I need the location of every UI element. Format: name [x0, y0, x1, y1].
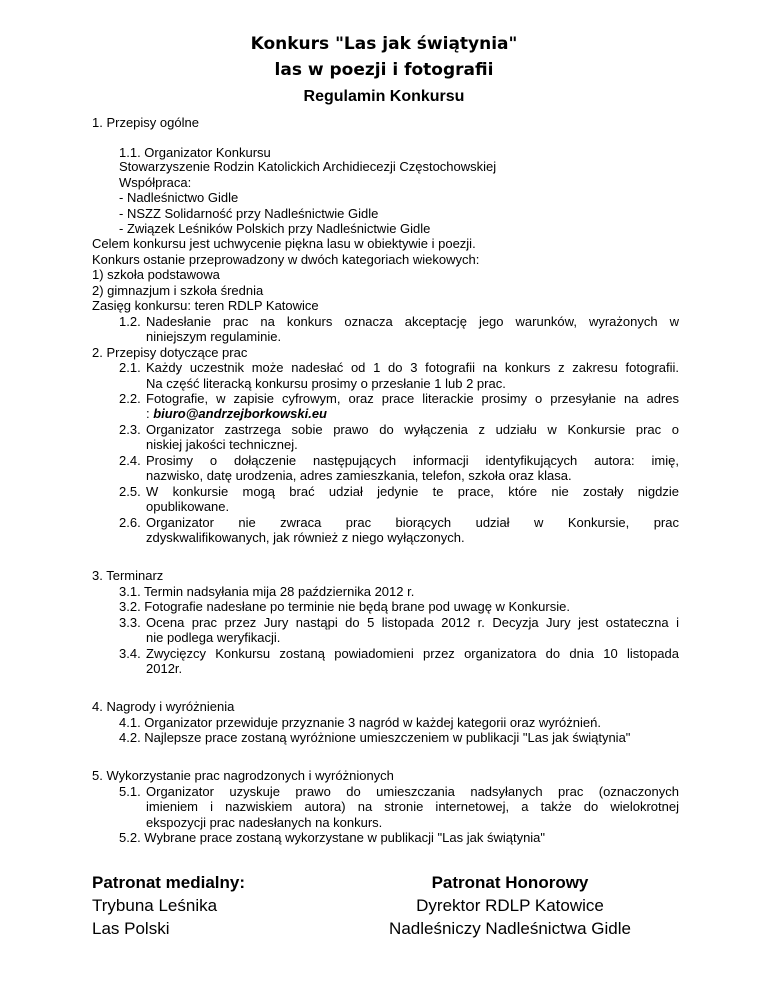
para-2-5-number: 2.5. [119, 484, 141, 499]
contest-range: Zasięg konkursu: teren RDLP Katowice [92, 298, 319, 313]
media-patron: Las Polski [92, 919, 170, 938]
title-subtitle: las w poezji i fotografii [274, 60, 494, 80]
para-5-1-number: 5.1. [119, 784, 141, 799]
para-2-3-line: niskiej jakości technicznej. [146, 437, 298, 452]
section-4-heading: 4. Nagrody i wyróżnienia [92, 699, 235, 714]
section-5-heading: 5. Wykorzystanie prac nagrodzonych i wyróżnionych [92, 768, 394, 783]
honorary-patron: Nadleśniczy Nadleśnictwa Gidle [389, 919, 631, 938]
para-2-5-line: opublikowane. [146, 499, 230, 514]
para-3-3-number: 3.3. [119, 615, 141, 630]
para-3-4-line: Zwycięzcy Konkursu zostaną powiadomieni przez organizatora do dnia 10 listopada [146, 646, 679, 661]
para-2-3-line: Organizator zastrzega sobie prawo do wyłączenia z udziału w Konkursie prac o [146, 422, 679, 437]
media-patronage-title: Patronat medialny: [92, 873, 246, 892]
cooperation-item: - Związek Leśników Polskich przy Nadleśnictwie Gidle [119, 221, 431, 236]
contest-categories: Konkurs ostanie przeprowadzony w dwóch kategoriach wiekowych: [92, 252, 480, 267]
para-2-4-line: nazwisko, datę urodzenia, adres zamieszkania, telefon, szkoła oraz klasa. [146, 468, 572, 483]
para-5-1-line: imieniem i nazwiskiem autora) na stronie internetowej, a także do wielokrotnej [146, 799, 679, 814]
honorary-patronage-title: Patronat Honorowy [431, 873, 589, 892]
para-3-3-line: Ocena prac przez Jury nastąpi do 5 listopada 2012 r. Decyzja Jury jest ostateczna i [146, 615, 679, 630]
para-5-2: 5.2. Wybrane prace zostaną wykorzystane w publikacji "Las jak świątynia" [119, 830, 546, 845]
category-item: 2) gimnazjum i szkoła średnia [92, 283, 264, 298]
para-3-1: 3.1. Termin nadsyłania mija 28 października 2012 r. [119, 584, 415, 599]
para-5-1-line: Organizator uzyskuje prawo do umieszczania nadsyłanych prac (oznaczonych [146, 784, 679, 799]
cooperation-item: - Nadleśnictwo Gidle [119, 190, 239, 205]
para-1-2-line: Nadesłanie prac na konkurs oznacza akceptację jego warunków, wyrażonych w [146, 314, 679, 329]
para-1-2-number: 1.2. [119, 314, 141, 329]
media-patron: Trybuna Leśnika [92, 896, 218, 915]
section-3-heading: 3. Terminarz [92, 568, 164, 583]
para-2-6-line: Organizator nie zwraca prac biorących udział w Konkursie, prac [146, 515, 679, 530]
cooperation-label: Współpraca: [119, 175, 192, 190]
colon-prefix: : [146, 406, 154, 421]
para-2-2-line: Fotografie, w zapisie cyfrowym, oraz prace literackie prosimy o przesyłanie na adres [146, 391, 679, 406]
para-2-1-line: Na część literacką konkursu prosimy o przesłanie 1 lub 2 prac. [146, 376, 506, 391]
para-3-2: 3.2. Fotografie nadesłane po terminie nie będą brane pod uwagę w Konkursie. [119, 599, 570, 614]
email-address[interactable]: biuro@andrzejborkowski.eu [153, 406, 327, 421]
section-1-heading: 1. Przepisy ogólne [92, 115, 199, 130]
category-item: 1) szkoła podstawowa [92, 267, 220, 282]
para-3-4-number: 3.4. [119, 646, 141, 661]
para-4-2: 4.2. Najlepsze prace zostaną wyróżnione umieszczeniem w publikacji "Las jak świątynia" [119, 730, 631, 745]
para-1-2-line: niniejszym regulaminie. [146, 329, 282, 344]
title-contest: Konkurs "Las jak świątynia" [250, 34, 518, 54]
para-4-1: 4.1. Organizator przewiduje przyznanie 3 nagród w każdej kategorii oraz wyróżnień. [119, 715, 601, 730]
para-3-4-line: 2012r. [146, 661, 183, 676]
para-2-4-line: Prosimy o dołączenie następujących informacji identyfikujących autora: imię, [146, 453, 679, 468]
para-5-1-line: ekspozycji prac nadesłanych na konkurs. [146, 815, 383, 830]
para-2-5-line: W konkursie mogą brać udział jedynie te prace, które nie zostały nigdzie [146, 484, 679, 499]
section-2-heading: 2. Przepisy dotyczące prac [92, 345, 248, 360]
title-regulations: Regulamin Konkursu [303, 88, 465, 105]
cooperation-item: - NSZZ Solidarność przy Nadleśnictwie Gidle [119, 206, 379, 221]
para-2-4-number: 2.4. [119, 453, 141, 468]
para-1-1-title: 1.1. Organizator Konkursu [119, 145, 271, 160]
para-2-2-number: 2.2. [119, 391, 141, 406]
para-2-2-line [146, 406, 327, 421]
honorary-patron: Dyrektor RDLP Katowice [416, 896, 604, 915]
para-3-3-line: nie podlega weryfikacji. [146, 630, 281, 645]
para-1-1-organizer: Stowarzyszenie Rodzin Katolickich Archidiecezji Częstochowskiej [119, 159, 497, 174]
para-2-6-line: zdyskwalifikowanych, jak również z niego wyłączonych. [146, 530, 465, 545]
para-2-3-number: 2.3. [119, 422, 141, 437]
para-2-6-number: 2.6. [119, 515, 141, 530]
para-2-1-line: Każdy uczestnik może nadesłać od 1 do 3 fotografii na konkurs z zakresu fotografii. [146, 360, 679, 375]
para-2-1-number: 2.1. [119, 360, 141, 375]
contest-goal: Celem konkursu jest uchwycenie piękna lasu w obiektywie i poezji. [92, 236, 476, 251]
